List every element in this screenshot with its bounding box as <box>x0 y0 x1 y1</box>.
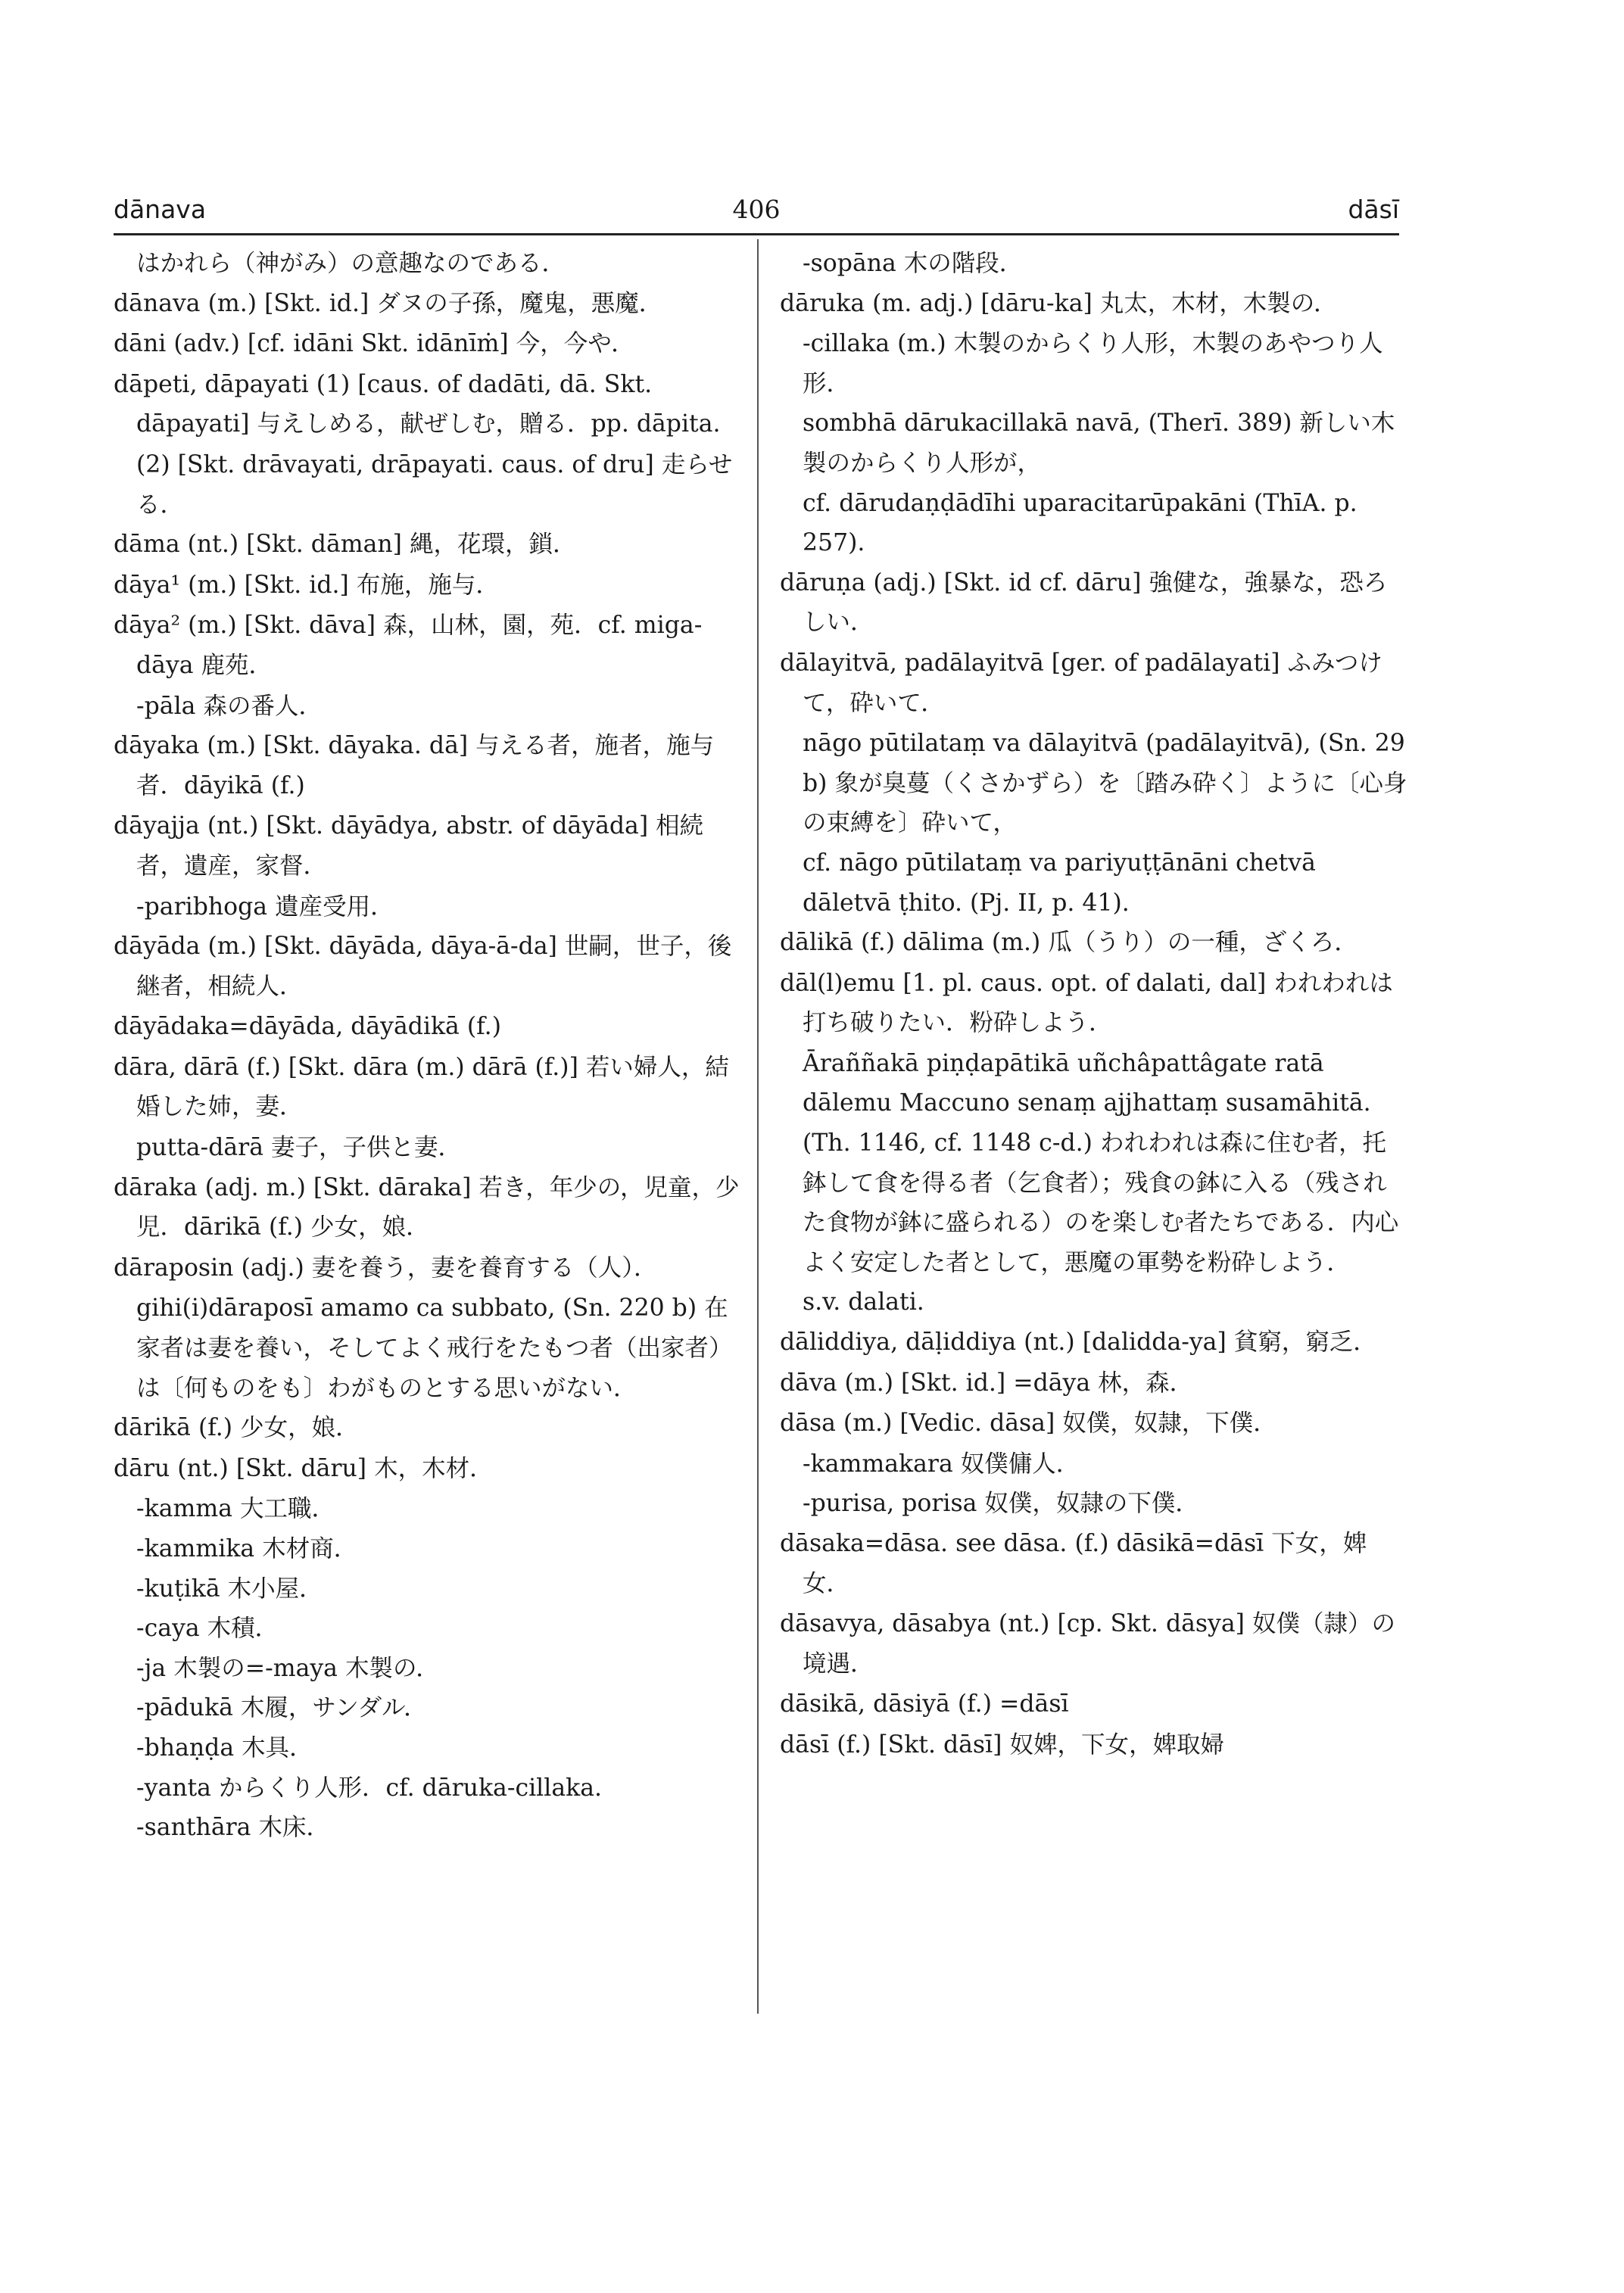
entry-subline: -purisa, porisa 奴僕，奴隷の下僕． <box>803 1490 1199 1518</box>
dictionary-entry: dāraka (adj. m.) [Skt. dāraka] 若き，年少の，児童，少児．dārikā (f.) 少女，娘． <box>114 1173 740 1242</box>
dictionary-entry: dānava (m.) [Skt. id.] ダヌの子孫，魔鬼，悪魔． <box>114 289 663 317</box>
entry-subline: gihi(i)dāraposī amamo ca subbato, (Sn. 220 b) 在家者は妻を養い，そしてよく戒行をたもつ者（出家者）は〔何ものをも〕わがものとする思いがない． <box>136 1294 733 1402</box>
running-header <box>114 191 1399 229</box>
dictionary-entry: dāruṇa (adj.) [Skt. id cf. dāru] 強健な，強暴な，恐ろしい． <box>780 569 1388 637</box>
entry-subline: -bhaṇḍa 木具． <box>136 1734 313 1762</box>
dictionary-entry: dāraposin (adj.) 妻を養う，妻を養育する（人）． <box>114 1254 658 1282</box>
dictionary-entry: dāyaka (m.) [Skt. dāyaka. dā] 与える者，施者，施与者．dāyikā (f.) <box>114 732 715 799</box>
entry-subline: cf. dārudaṇḍādīhi uparacitarūpakāni (ThīA. p. 257). <box>803 489 1357 557</box>
entry-subline: Āraññakā piṇḍapātikā uñchâpattâgate ratā dālemu Maccuno senaṃ ajjhattaṃ susamāhitā. (Th. 1146, cf. 1148 c-d.) われわれは森に住む者，托鉢して食を得る者（乞食者）；残食の鉢に入る（残された食物が鉢に盛られる）のを楽しむ者たちである．内心よく安定した者として，悪魔の軍勢を粉砕しよう． <box>803 1049 1399 1276</box>
entry-subline: (2) [Skt. drāvayati, drāpayati. caus. of dru] 走らせる． <box>136 450 733 519</box>
entry-subline: -kamma 大工職． <box>136 1495 336 1523</box>
dictionary-entry: dāya² (m.) [Skt. dāva] 森，山林，園，苑．cf. miga-dāya 鹿苑． <box>114 612 703 679</box>
entry-subline: -santhāra 木床． <box>136 1814 330 1842</box>
dictionary-entry: dāra, dārā (f.) [Skt. dāra (m.) dārā (f.)] 若い婦人，結婚した姉，妻． <box>114 1053 729 1121</box>
entry-subline: -kuṭikā 木小屋． <box>136 1575 323 1603</box>
dictionary-entry: dāpeti, dāpayati (1) [caus. of dadāti, dā. Skt. dāpayati] 与えしめる，献ぜしむ，贈る．pp. dāpita. <box>114 370 721 438</box>
dictionary-entry: dāru (nt.) [Skt. dāru] 木，木材． <box>114 1454 494 1482</box>
dictionary-entry: dāva (m.) [Skt. id.] =dāya 林，森． <box>780 1369 1194 1397</box>
dictionary-entry: dāsikā, dāsiyā (f.) =dāsī <box>780 1690 1069 1718</box>
column-divider <box>757 239 759 2014</box>
entry-subline: putta-dārā 妻子，子供と妻． <box>136 1134 462 1162</box>
entry-subline: -sopāna 木の階段． <box>803 250 1024 277</box>
entry-subline: s.v. dalati. <box>803 1288 924 1316</box>
left-column <box>114 244 742 1848</box>
entry-subline: cf. nāgo pūtilataṃ va pariyuṭṭānāni chetvā dāletvā ṭhito. (Pj. II, p. 41). <box>803 849 1316 917</box>
dictionary-entry: dāruka (m. adj.) [dāru-ka] 丸太，木材，木製の． <box>780 289 1338 317</box>
entry-subline: はかれら（神がみ）の意趣なのである． <box>136 250 566 277</box>
dictionary-entry: dāyajja (nt.) [Skt. dāyādya, abstr. of dāyāda] 相続者，遺産，家督． <box>114 812 704 880</box>
header-guide-word-right: dāsī <box>1348 195 1399 224</box>
dictionary-entry: dāyādaka=dāyāda, dāyādikā (f.) <box>114 1013 501 1041</box>
dictionary-entry: dāma (nt.) [Skt. dāman] 縄，花環，鎖． <box>114 531 577 559</box>
dictionary-entry: dāsa (m.) [Vedic. dāsa] 奴僕，奴隷，下僕． <box>780 1410 1277 1438</box>
entry-subline: -kammakara 奴僕傭人． <box>803 1450 1080 1478</box>
dictionary-entry: dālayitvā, padālayitvā [ger. of padālayati] ふみつけて，砕いて． <box>780 649 1382 717</box>
header-rule <box>114 233 1399 235</box>
entry-subline: -ja 木製の=-maya 木製の． <box>136 1654 440 1682</box>
dictionary-entry: dāni (adv.) [cf. idāni Skt. idānīṁ] 今，今や． <box>114 330 635 358</box>
entry-subline: -caya 木積． <box>136 1615 279 1643</box>
dictionary-entry: dārikā (f.) 少女，娘． <box>114 1414 360 1442</box>
header-guide-word-left: dānava <box>114 195 207 224</box>
entry-subline: -cillaka (m.) 木製のからくり人形，木製のあやつり人形． <box>803 330 1383 397</box>
dictionary-entry: dālikā (f.) dālima (m.) 瓜（うり）の一種，ざくろ． <box>780 929 1358 957</box>
entry-subline: -paribhoga 遺産受用． <box>136 893 394 921</box>
dictionary-entry: dāsī (f.) [Skt. dāsī] 奴婢，下女，婢取婦 <box>780 1731 1224 1759</box>
dictionary-entry: dāsavya, dāsabya (nt.) [cp. Skt. dāsya] 奴僕（隷）の境遇． <box>780 1610 1395 1678</box>
entry-subline: sombhā dārukacillakā navā, (Therī. 389) 新しい木製のからくり人形が， <box>803 410 1395 477</box>
entry-subline: -pāla 森の番人． <box>136 692 323 720</box>
entry-subline: -yanta からくり人形．cf. dāruka-cillaka. <box>136 1774 602 1802</box>
dictionary-entry: dāyāda (m.) [Skt. dāyāda, dāya-ā-da] 世嗣，世子，後継者，相続人． <box>114 933 732 1000</box>
entry-subline: -kammika 木材商． <box>136 1535 358 1562</box>
dictionary-entry: dāl(l)emu [1. pl. caus. opt. of dalati, dal] われわれは打ち破りたい．粉砕しよう． <box>780 969 1393 1037</box>
dictionary-entry: dāya¹ (m.) [Skt. id.] 布施，施与． <box>114 571 500 599</box>
dictionary-entry: dāsaka=dāsa. see dāsa. (f.) dāsikā=dāsī 下女，婢女． <box>780 1530 1367 1597</box>
right-column <box>780 244 1408 1766</box>
page-number: 406 <box>732 195 781 224</box>
entry-subline: -pādukā 木履，サンダル． <box>136 1694 428 1722</box>
entry-subline: nāgo pūtilataṃ va dālayitvā (padālayitvā), (Sn. 29 b) 象が臭蔓（くさかずら）を〔踏み砕く〕ように〔心身の束縛を〕砕いて， <box>803 730 1407 837</box>
dictionary-entry: dāliddiya, dāḷiddiya (nt.) [dalidda-ya] 貧窮，窮乏． <box>780 1329 1377 1357</box>
